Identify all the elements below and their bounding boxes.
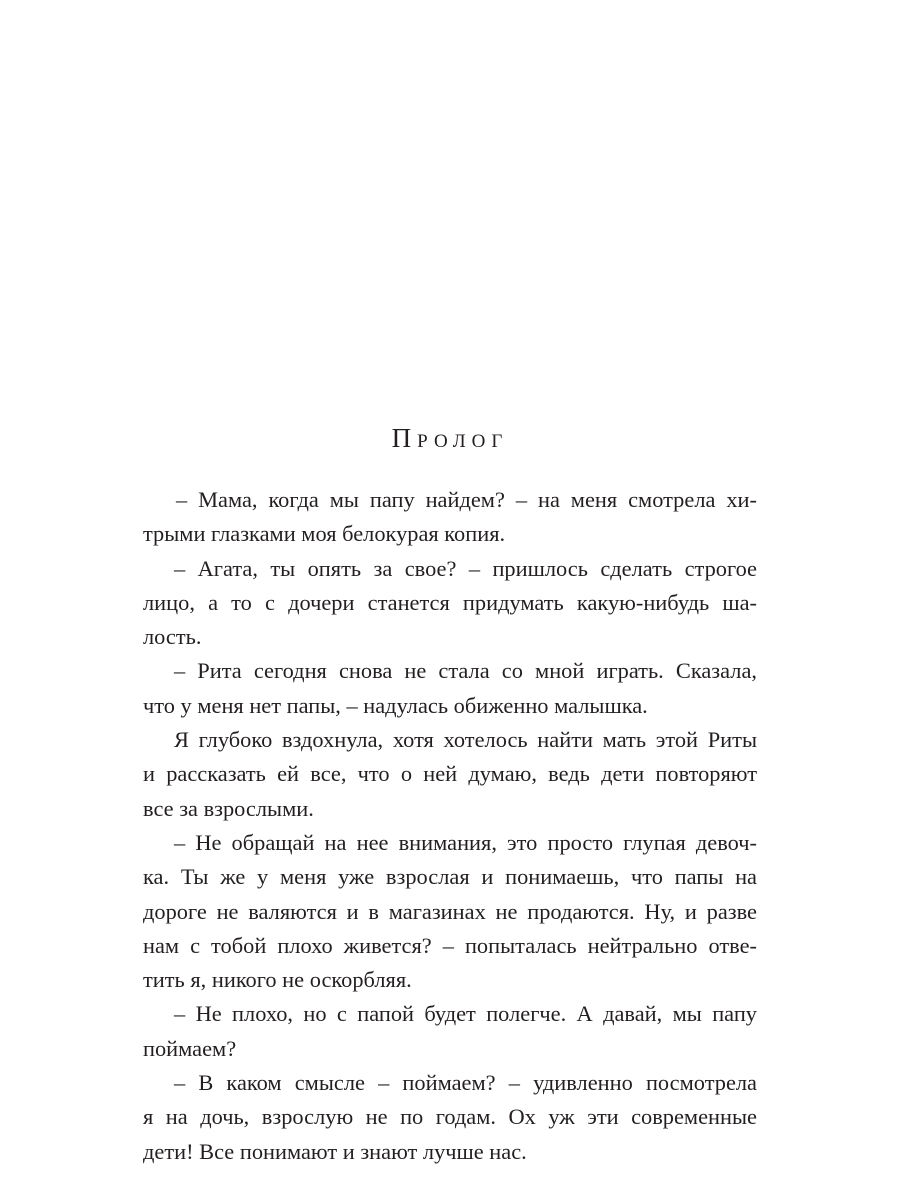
text-line: ка. Ты же у меня уже взрослая и понимаешь, что папы на [143,864,757,890]
text-line: лицо, а то с дочери станется придумать какую-нибудь ша- [143,589,757,615]
text-line: Я глубоко вздохнула, хотя хотелось найти мать этой Риты [174,727,757,753]
text-line: – Не плохо, но с папой будет полегче. А давай, мы папу [174,1001,757,1027]
text-line: поймаем? [143,1035,237,1061]
text-line: я на дочь, взрослую не по годам. Ох уж эти современные [143,1104,757,1130]
text-line: лость. [143,624,202,650]
text-line: – Мама, когда мы папу найдем? – на меня смотрела хи- [176,487,757,512]
text-line: тить я, никого не оскорбляя. [143,967,412,993]
text-line: – В каком смысле – поймаем? – удивленно посмотрела [174,1070,757,1096]
chapter-title: Пролог [391,423,509,453]
text-line: дороге не валяются и в магазинах не продаются. Ну, и разве [143,898,757,924]
text-line: – Рита сегодня снова не стала со мной играть. Сказала, [174,658,757,684]
text-line: и рассказать ей все, что о ней думаю, ведь дети повторяют [143,761,757,787]
text-line: – Агата, ты опять за свое? – пришлось сделать строгое [174,555,757,581]
text-line: трыми глазками моя белокурая копия. [143,521,506,547]
chapter-body [143,483,757,1169]
text-line: – Не обращай на нее внимания, это просто глупая девоч- [174,829,757,855]
text-line: дети! Все понимают и знают лучше нас. [143,1138,527,1164]
text-line: что у меня нет папы, – надулась обиженно малышка. [143,692,648,718]
text-line: нам с тобой плохо живется? – попыталась нейтрально отве- [143,932,757,958]
text-line: все за взрослыми. [143,795,314,821]
